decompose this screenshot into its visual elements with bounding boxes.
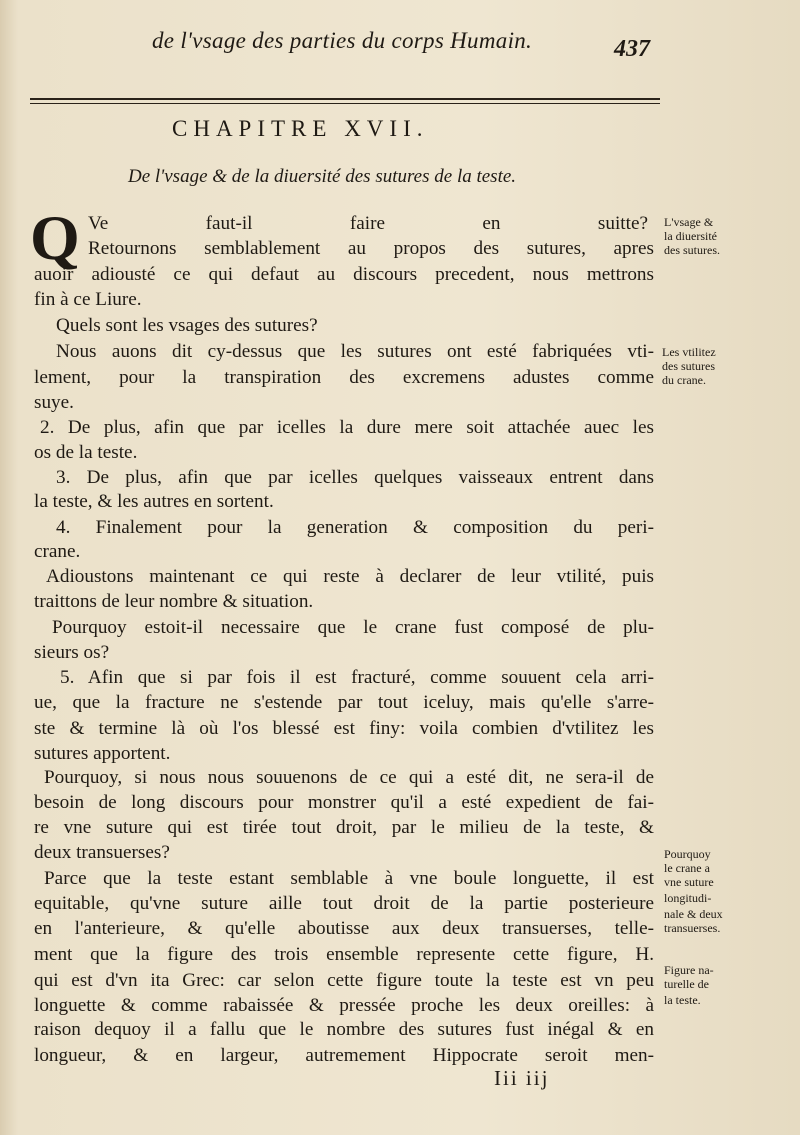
running-head: de l'vsage des parties du corps Humain.	[152, 28, 533, 53]
text-line: deux transuerses?	[34, 842, 170, 863]
text-line: besoin de long discours pour monstrer qu'il a esté expedient de fai-	[34, 792, 654, 813]
margin-note-line: la teste.	[664, 993, 701, 1007]
text-line: os de la teste.	[34, 442, 138, 463]
text-line: fin à ce Liure.	[34, 289, 142, 310]
text-line: raison dequoy il a fallu que le nombre des sutures fust inégal & en	[34, 1019, 654, 1040]
margin-note-line: vne suture	[664, 875, 714, 889]
margin-note-line: des sutures	[662, 359, 715, 373]
chapter-subtitle: De l'vsage & de la diuersité des sutures de la teste.	[128, 166, 517, 187]
text-line: Parce que la teste estant semblable à vne boule longuette, il est	[44, 868, 654, 889]
text-line: qui est d'vn ita Grec: car selon cette figure toute la teste est vn peu	[34, 970, 654, 991]
text-line: 4. Finalement pour la generation & composition du peri-	[56, 517, 654, 538]
text-line: sutures apportent.	[34, 743, 171, 764]
margin-note-line: la diuersité	[664, 229, 717, 243]
text-line: Quels sont les vsages des sutures?	[56, 315, 318, 336]
text-line: longueur, & en largeur, autremement Hippocrate seroit men-	[34, 1045, 654, 1066]
text-line: ste & termine là où l'os blessé est finy: voila combien d'vtilitez les	[34, 718, 654, 739]
margin-note-line: Les vtilitez	[662, 345, 716, 359]
header-rule	[30, 98, 660, 104]
text-line: ue, que la fracture ne s'estende par tout iceluy, mais qu'elle s'arre-	[34, 692, 654, 713]
margin-note-line: turelle de	[664, 977, 709, 991]
text-line: Pourquoy estoit-il necessaire que le crane fust composé de plu-	[52, 617, 654, 638]
margin-note-line: longitudi-	[664, 891, 712, 905]
margin-note-line: Pourquoy	[664, 847, 711, 861]
text-line: longuette & comme rabaissée & pressée proche les deux oreilles: à	[34, 995, 654, 1016]
text-line: Pourquoy, si nous nous souuenons de ce qui a esté dit, ne sera-il de	[44, 767, 654, 788]
margin-note-line: L'vsage &	[664, 215, 714, 229]
text-line: re vne suture qui est tirée tout droit, par le milieu de la teste, &	[34, 817, 654, 838]
text-line: suye.	[34, 392, 74, 413]
text-line: 2. De plus, afin que par icelles la dure mere soit attachée auec les	[40, 417, 654, 438]
text-line: la teste, & les autres en sortent.	[34, 491, 274, 512]
margin-note-line: nale & deux	[664, 907, 723, 921]
text-line: sieurs os?	[34, 642, 110, 663]
text-line: Nous auons dit cy-dessus que les sutures ont esté fabriquées vti-	[56, 341, 654, 362]
text-line: equitable, qu'vne suture aille tout droit de la partie posterieure	[34, 893, 654, 914]
text-line: lement, pour la transpiration des excremens adustes comme	[34, 367, 654, 388]
margin-note-line: du crane.	[662, 373, 706, 387]
text-line: 3. De plus, afin que par icelles quelques vaisseaux entrent dans	[56, 467, 654, 488]
text-line: Retournons semblablement au propos des sutures, apres	[88, 238, 654, 259]
text-line: Ve faut-il faire en suitte?	[88, 213, 648, 234]
drop-capital: Q	[30, 202, 80, 273]
page-number: 437	[614, 36, 650, 62]
margin-note-line: transuerses.	[664, 921, 721, 935]
chapter-title: CHAPITRE XVII.	[172, 116, 429, 141]
margin-note-line: Figure na-	[664, 963, 714, 977]
text-line: auoir adiousté ce qui defaut au discours precedent, nous mettrons	[34, 264, 654, 285]
text-line: ment que la figure des trois ensemble represente cette figure, H.	[34, 944, 654, 965]
margin-note-line: le crane a	[664, 861, 710, 875]
signature-mark: Iii iij	[494, 1066, 550, 1090]
text-line: traittons de leur nombre & situation.	[34, 591, 314, 612]
text-line: 5. Afin que si par fois il est fracturé, comme souuent cela arri-	[60, 667, 654, 688]
margin-note-line: des sutures.	[664, 243, 720, 257]
text-line: en l'anterieure, & qu'elle aboutisse aux deux transuerses, telle-	[34, 918, 654, 939]
text-line: crane.	[34, 541, 81, 562]
text-line: Adioustons maintenant ce qui reste à declarer de leur vtilité, puis	[46, 566, 654, 587]
